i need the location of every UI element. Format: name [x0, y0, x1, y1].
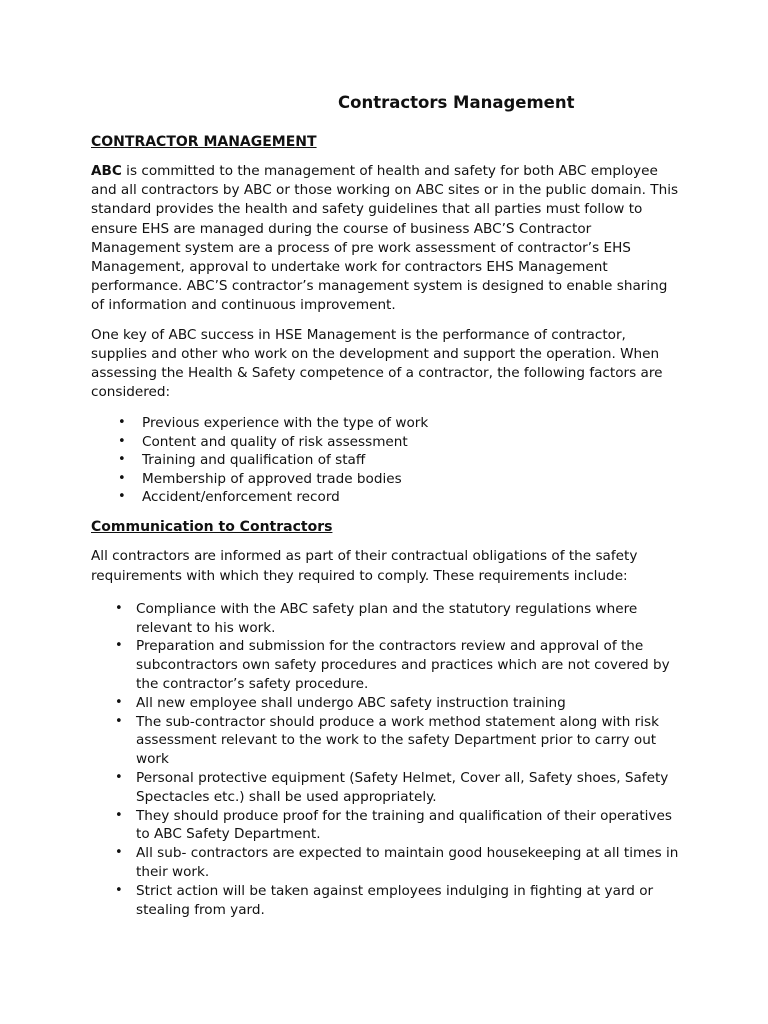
requirements-list: [115, 600, 680, 920]
list-item: • Personal protective equipment (Safety Helmet, Cover all, Safety shoes, Safety Spectacles etc.) shall be used appropriately.: [115, 770, 669, 805]
bullet-icon: •: [118, 489, 126, 505]
list-item: • Content and quality of risk assessment: [118, 433, 408, 450]
bullet-icon: •: [115, 770, 123, 786]
bullet-icon: •: [118, 415, 126, 431]
list-item: • Strict action will be taken against employees indulging in fighting at yard or stealing from yard.: [115, 882, 654, 918]
bullet-icon: •: [115, 694, 123, 710]
bullet-icon: •: [115, 600, 123, 616]
list-item: • Accident/enforcement record: [118, 489, 340, 506]
list-item: • Compliance with the ABC safety plan and the statutory regulations where relevant to his work.: [115, 600, 638, 636]
intro-paragraph: [91, 162, 680, 316]
bullet-icon: •: [118, 452, 126, 468]
section-heading-communication: Communication to Contractors: [91, 519, 333, 536]
list-item: • The sub-contractor should produce a work method statement along with risk assessment relevant to the work to the safety Department prior to carry out work: [115, 713, 659, 768]
bullet-icon: •: [118, 470, 126, 486]
section-heading-contractor-management: CONTRACTOR MANAGEMENT: [91, 134, 317, 150]
document-title: Contractors Management: [338, 93, 575, 112]
list-item: • Training and qualification of staff: [118, 452, 366, 469]
success-paragraph: One key of ABC success in HSE Management is the performance of contractor, supplies and other who work on the development and support the operation. When assessing the Health & Safety competence of a contractor, the following factors are considered:: [91, 326, 663, 401]
bullet-icon: •: [115, 845, 123, 861]
list-item: • Membership of approved trade bodies: [118, 470, 402, 487]
bullet-icon: •: [115, 882, 123, 898]
bullet-icon: •: [118, 433, 126, 449]
list-item: • Previous experience with the type of work: [118, 415, 429, 432]
bullet-icon: •: [115, 713, 123, 729]
list-item: • They should produce proof for the training and qualification of their operatives to ABC Safety Department.: [115, 807, 672, 843]
company-name-lead: ABC: [91, 163, 122, 179]
bullet-icon: •: [115, 807, 123, 823]
intro-paragraph-text: is committed to the management of health and safety for both ABC employee and all contractors by ABC or those working on ABC sites or in the public domain. This standard provides the health and safety guidelines that all parties must follow to ensure EHS are managed during the course of business ABC’S Contractor Management system are a process of pre work assessment of contractor’s EHS Management, approval to undertake work for contractors EHS Management performance. ABC’S contractor’s management system is designed to enable sharing of information and continuous improvement.: [91, 163, 679, 314]
bullet-icon: •: [115, 638, 123, 654]
requirements-intro-paragraph: All contractors are informed as part of their contractual obligations of the safety requirements with which they required to comply. These requirements include:: [91, 548, 638, 584]
factors-list: [118, 414, 680, 506]
list-item: • All new employee shall undergo ABC safety instruction training: [115, 694, 566, 711]
list-item: • Preparation and submission for the contractors review and approval of the subcontractors own safety procedures and practices which are not covered by the contractor’s safety procedure.: [115, 638, 670, 693]
list-item: • All sub- contractors are expected to maintain good housekeeping at all times in their work.: [115, 845, 679, 881]
